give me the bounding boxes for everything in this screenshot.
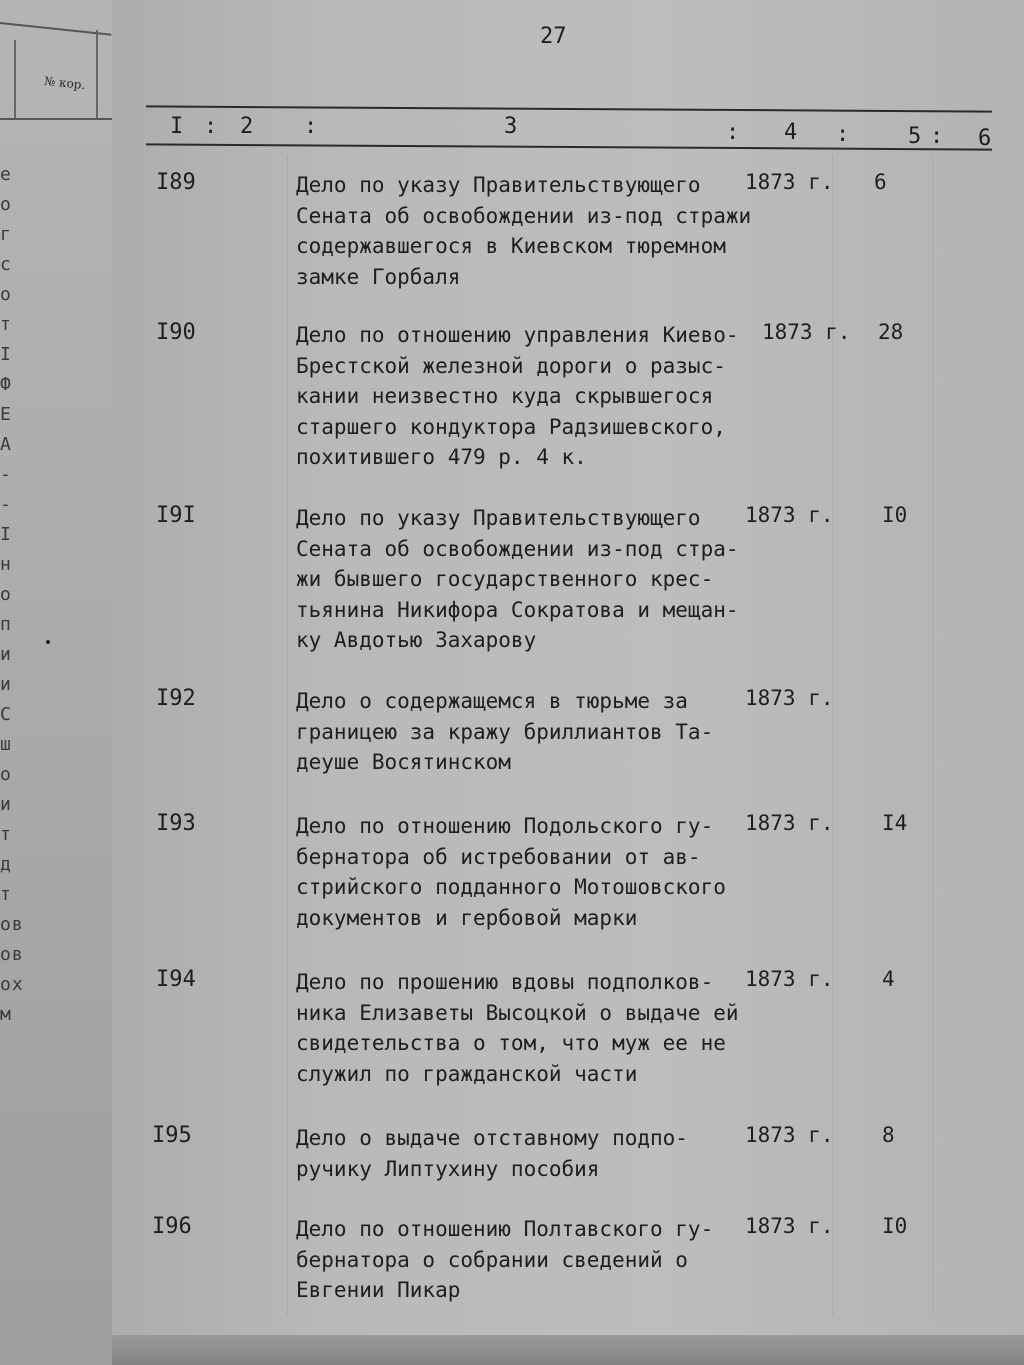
column-header-separator: : (204, 114, 218, 139)
left-page-column-line (14, 40, 16, 120)
left-page-fragment: п (0, 614, 12, 635)
column-header-2: 2 (240, 114, 254, 139)
file-number: I94 (156, 967, 196, 992)
left-page-top-rule (0, 22, 111, 36)
file-description: Дело по указу Правительствующего Сената об освобождении из-под стра- жи бывшего государственного крес- тьянина Никифора Сократова и мещан- ку Авдотью Захарову (296, 506, 739, 652)
document-page (112, 0, 1024, 1335)
left-page-fragment: и (0, 794, 12, 815)
left-page-header-rule (0, 118, 112, 120)
left-page-fragment: А (0, 434, 12, 455)
left-page-fragment: е (0, 164, 12, 185)
left-page-fragment: I (0, 524, 12, 545)
column-header-4: 4 (784, 120, 798, 145)
column-header-1: I (170, 114, 184, 139)
column-header-separator: : (304, 114, 318, 139)
left-page-fragment: н (0, 554, 12, 575)
sheet-count: I0 (882, 503, 908, 527)
file-year: 1873 г. (762, 320, 851, 344)
column-header-3: 3 (504, 114, 518, 139)
left-page-fragment: г (0, 224, 12, 245)
left-page-fragment: - (0, 464, 12, 485)
page-bottom-edge (112, 1335, 1024, 1365)
column-header-6: 6 (978, 126, 992, 151)
left-page-fragment: - (0, 494, 12, 515)
left-page-fragment: ш (0, 734, 12, 755)
column-header-separator: : (836, 122, 850, 147)
file-year: 1873 г. (745, 967, 834, 991)
sheet-count: 8 (882, 1123, 895, 1147)
sheet-count: 6 (874, 170, 887, 194)
column-header-5: 5 (908, 124, 922, 149)
left-page-fragment: Е (0, 404, 12, 425)
left-page-column-label: № кор. (43, 73, 87, 93)
file-description: Дело по указу Правительствующего Сената об освобождении из-под стражи содержавшегося в Киевском тюремном замке Горбаля (296, 173, 752, 289)
left-page-fragment: м (0, 1004, 12, 1025)
left-page-fragment: с (0, 254, 12, 275)
page-number: 27 (540, 24, 567, 49)
file-description: Дело по отношению Полтавского гу- бернатора о собрании сведений о Евгении Пикар (296, 1217, 714, 1302)
left-page-fragment: Ф (0, 374, 12, 395)
left-page-fragment: С (0, 704, 12, 725)
left-page-fragment: о (0, 584, 12, 605)
file-number: I95 (152, 1123, 192, 1148)
left-page-edge (0, 0, 114, 1365)
left-page-fragment: ов (0, 914, 24, 935)
file-number: I9I (156, 503, 196, 528)
file-year: 1873 г. (745, 1214, 834, 1238)
left-page-fragment: о (0, 764, 12, 785)
file-description: Дело о содержащемся в тюрьме за границею за кражу бриллиантов Та- деуше Восятинском (296, 689, 714, 774)
file-year: 1873 г. (745, 686, 834, 710)
file-description: Дело о выдаче отставному подпо- ручику Липтухину пособия (296, 1126, 688, 1181)
bleed-through-line (932, 155, 933, 1315)
left-page-fragment: и (0, 644, 12, 665)
left-page-fragment: ох (0, 974, 24, 995)
sheet-count: I0 (882, 1214, 908, 1238)
bleed-through-line (287, 155, 288, 1315)
left-page-fragment: т (0, 314, 12, 335)
file-number: I93 (156, 811, 196, 836)
file-number: I89 (156, 170, 196, 195)
file-description: Дело по отношению Подольского гу- бернатора об истребовании от ав- стрийского подданного Мотошовского документов и гербовой марки (296, 814, 726, 930)
file-year: 1873 г. (745, 811, 834, 835)
left-page-fragment: д (0, 854, 12, 875)
left-page-fragment: I (0, 344, 12, 365)
left-page-fragment: ов (0, 944, 24, 965)
file-year: 1873 г. (745, 170, 834, 194)
left-page-fragment: и (0, 674, 12, 695)
left-page-dot (46, 640, 50, 644)
left-page-column-line (96, 30, 98, 120)
file-number: I96 (152, 1214, 192, 1239)
left-page-fragment: о (0, 194, 12, 215)
header-bottom-rule (146, 143, 992, 150)
file-year: 1873 г. (745, 1123, 834, 1147)
column-header-separator: : (726, 120, 740, 145)
column-header-separator: : (930, 124, 944, 149)
sheet-count: I4 (882, 811, 908, 835)
file-description: Дело по отношению управления Киево- Брестской железной дороги о разыс- кании неизвестно куда скрывшегося старшего кондуктора Радзишевского, похитившего 479 р. 4 к. (296, 323, 739, 469)
left-page-text-fragments (0, 160, 30, 1030)
sheet-count: 28 (878, 320, 904, 344)
file-number: I92 (156, 686, 196, 711)
file-description: Дело по прошению вдовы подполков- ника Елизаветы Высоцкой о выдаче ей свидетельства о том, что муж ее не служил по гражданской части (296, 970, 739, 1086)
header-top-rule (146, 105, 992, 112)
sheet-count: 4 (882, 967, 895, 991)
left-page-fragment: т (0, 884, 12, 905)
left-page-fragment: т (0, 824, 12, 845)
left-page-fragment: о (0, 284, 12, 305)
file-year: 1873 г. (745, 503, 834, 527)
file-number: I90 (156, 320, 196, 345)
